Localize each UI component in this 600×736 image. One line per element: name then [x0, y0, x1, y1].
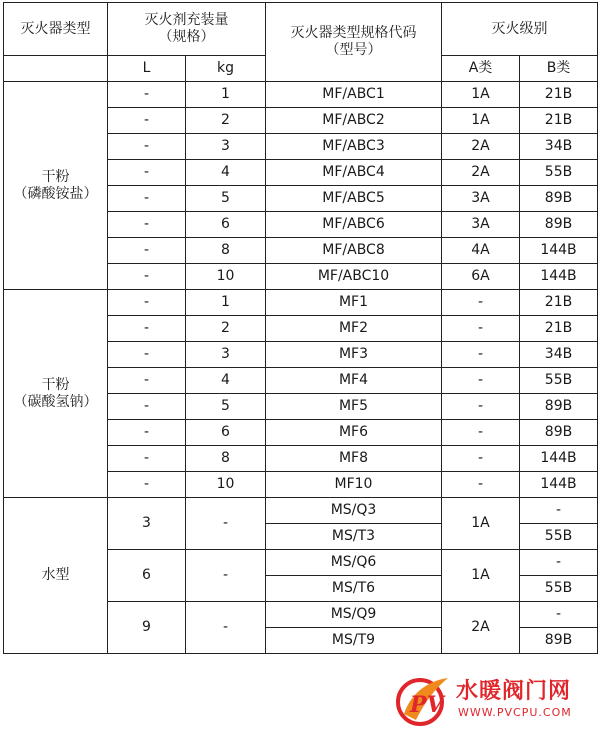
cell-b: 55B [520, 524, 598, 550]
pv-logo-icon [392, 670, 452, 730]
cell-kg: - [186, 602, 266, 654]
cell-l: - [108, 108, 186, 134]
cell-b: 21B [520, 316, 598, 342]
cell-code: MF1 [266, 290, 442, 316]
cell-l: - [108, 472, 186, 498]
header-code: 灭火器类型规格代码 （型号） [266, 3, 442, 82]
cell-a: 1A [442, 550, 520, 602]
cell-kg: 1 [186, 290, 266, 316]
cell-l: - [108, 82, 186, 108]
cell-kg: - [186, 550, 266, 602]
cell-code: MF4 [266, 368, 442, 394]
cell-l: - [108, 264, 186, 290]
cell-b: 144B [520, 446, 598, 472]
cell-a: 3A [442, 212, 520, 238]
header-type: 灭火器类型 [4, 3, 108, 56]
cell-a: 2A [442, 602, 520, 654]
cell-b: 55B [520, 576, 598, 602]
cell-b: 34B [520, 342, 598, 368]
cell-l: 6 [108, 550, 186, 602]
cell-code: MF5 [266, 394, 442, 420]
cell-kg: 5 [186, 394, 266, 420]
cell-a: - [442, 316, 520, 342]
cell-l: - [108, 290, 186, 316]
cell-code: MF/ABC3 [266, 134, 442, 160]
cell-kg: 1 [186, 82, 266, 108]
cell-code: MS/Q9 [266, 602, 442, 628]
header-level-a: A类 [442, 56, 520, 82]
cell-kg: 3 [186, 134, 266, 160]
cell-l: - [108, 212, 186, 238]
cell-kg: 8 [186, 446, 266, 472]
cell-kg: 5 [186, 186, 266, 212]
cell-l: - [108, 420, 186, 446]
svg-text:PV: PV [410, 692, 444, 718]
cell-kg: 6 [186, 420, 266, 446]
cell-l: 3 [108, 498, 186, 550]
cell-a: - [442, 472, 520, 498]
cell-a: - [442, 368, 520, 394]
cell-a: - [442, 446, 520, 472]
table-row [4, 82, 598, 108]
cell-b: 89B [520, 628, 598, 654]
watermark-title: 水暖阀门网 [456, 679, 572, 704]
cell-a: - [442, 342, 520, 368]
cell-a: 3A [442, 186, 520, 212]
cell-a: 6A [442, 264, 520, 290]
cell-kg: 8 [186, 238, 266, 264]
header-type-blank [4, 56, 108, 82]
cell-kg: 3 [186, 342, 266, 368]
cell-code: MF10 [266, 472, 442, 498]
cell-l: 9 [108, 602, 186, 654]
cell-l: - [108, 316, 186, 342]
header-unit-l: L [108, 56, 186, 82]
cell-code: MF/ABC2 [266, 108, 442, 134]
cell-b: 89B [520, 186, 598, 212]
cell-b: 55B [520, 368, 598, 394]
cell-l: - [108, 394, 186, 420]
cell-b: - [520, 498, 598, 524]
cell-b: 34B [520, 134, 598, 160]
header-level: 灭火级别 [442, 3, 598, 56]
cell-l: - [108, 446, 186, 472]
cell-kg: 10 [186, 472, 266, 498]
cell-a: 2A [442, 160, 520, 186]
cell-kg: 6 [186, 212, 266, 238]
header-unit-kg: kg [186, 56, 266, 82]
cell-kg: 4 [186, 160, 266, 186]
cell-a: 1A [442, 108, 520, 134]
group-type-abc: 干粉 （磷酸铵盐） [4, 82, 108, 290]
cell-l: - [108, 160, 186, 186]
cell-b: 144B [520, 472, 598, 498]
cell-kg: 4 [186, 368, 266, 394]
cell-a: 1A [442, 498, 520, 550]
cell-a: - [442, 394, 520, 420]
cell-a: 1A [442, 82, 520, 108]
cell-kg: - [186, 498, 266, 550]
cell-l: - [108, 342, 186, 368]
cell-code: MF6 [266, 420, 442, 446]
cell-b: 144B [520, 264, 598, 290]
cell-b: 89B [520, 212, 598, 238]
cell-a: 2A [442, 134, 520, 160]
cell-code: MF2 [266, 316, 442, 342]
cell-code: MS/Q3 [266, 498, 442, 524]
table-row [4, 290, 598, 316]
cell-code: MF3 [266, 342, 442, 368]
cell-code: MS/T9 [266, 628, 442, 654]
cell-a: 4A [442, 238, 520, 264]
cell-kg: 2 [186, 316, 266, 342]
cell-b: 144B [520, 238, 598, 264]
cell-a: - [442, 420, 520, 446]
cell-code: MF/ABC4 [266, 160, 442, 186]
cell-code: MS/Q6 [266, 550, 442, 576]
header-fill: 灭火剂充装量 （规格） [108, 3, 266, 56]
cell-code: MF/ABC10 [266, 264, 442, 290]
table-header-row [4, 3, 598, 56]
group-type-water: 水型 [4, 498, 108, 654]
cell-b: 21B [520, 82, 598, 108]
cell-l: - [108, 368, 186, 394]
cell-b: 55B [520, 160, 598, 186]
table-row [4, 498, 598, 524]
extinguisher-spec-table [3, 2, 598, 654]
cell-code: MF/ABC8 [266, 238, 442, 264]
cell-b: - [520, 550, 598, 576]
cell-b: 21B [520, 108, 598, 134]
cell-code: MF8 [266, 446, 442, 472]
cell-a: - [442, 290, 520, 316]
cell-b: - [520, 602, 598, 628]
cell-kg: 2 [186, 108, 266, 134]
cell-l: - [108, 238, 186, 264]
cell-code: MS/T3 [266, 524, 442, 550]
cell-l: - [108, 186, 186, 212]
watermark-url: WWW.PVCPU.COM [458, 706, 572, 719]
cell-code: MF/ABC6 [266, 212, 442, 238]
cell-code: MS/T6 [266, 576, 442, 602]
site-watermark [392, 670, 592, 730]
cell-l: - [108, 134, 186, 160]
group-type-mf: 干粉 （碳酸氢钠） [4, 290, 108, 498]
cell-code: MF/ABC1 [266, 82, 442, 108]
cell-kg: 10 [186, 264, 266, 290]
cell-b: 89B [520, 394, 598, 420]
cell-b: 89B [520, 420, 598, 446]
header-level-b: B类 [520, 56, 598, 82]
cell-code: MF/ABC5 [266, 186, 442, 212]
cell-b: 21B [520, 290, 598, 316]
